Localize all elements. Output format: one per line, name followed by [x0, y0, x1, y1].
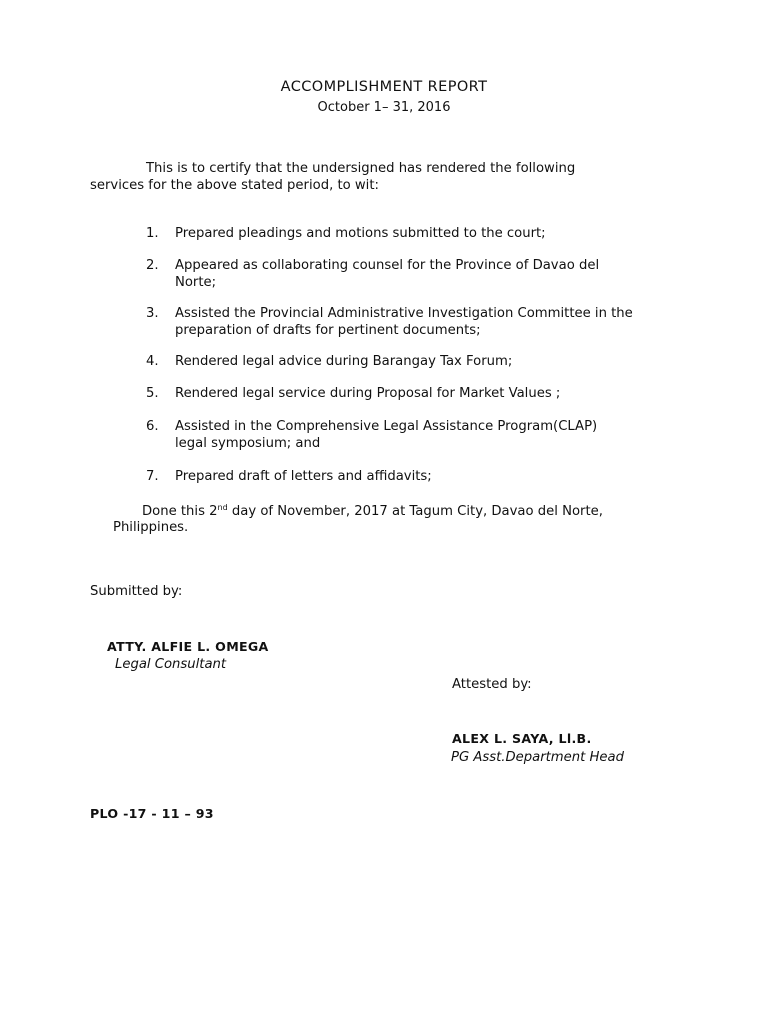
done-suffix: day of November, 2017 at Tagum City, Davao del Norte,	[227, 504, 603, 519]
reference-number: PLO -17 - 11 – 93	[90, 806, 214, 821]
list-item-number: 4.	[146, 354, 159, 369]
list-item-number: 5.	[146, 386, 159, 401]
list-item-text: Rendered legal advice during Barangay Tax Forum;	[175, 354, 513, 369]
done-statement-line-2: Philippines.	[113, 520, 189, 535]
list-item-number: 1.	[146, 226, 159, 241]
list-item-text: Assisted the Provincial Administrative Investigation Committee in the preparation of drafts for pertinent documents;	[175, 306, 633, 338]
done-superscript: nd	[217, 503, 228, 512]
report-period: October 1– 31, 2016	[317, 100, 451, 115]
attested-by-label: Attested by:	[452, 677, 532, 692]
submitter-name: ATTY. ALFIE L. OMEGA	[107, 639, 269, 654]
list-item-number: 3.	[146, 306, 159, 321]
certification-line-1: This is to certify that the undersigned has rendered the following	[146, 161, 576, 176]
list-item-text: Prepared pleadings and motions submitted to the court;	[175, 226, 546, 241]
certification-line-2: services for the above stated period, to wit:	[90, 178, 379, 193]
list-item-number: 7.	[146, 469, 159, 484]
list-item-text: Rendered legal service during Proposal for Market Values ;	[175, 386, 561, 401]
list-item-text: Prepared draft of letters and affidavits;	[175, 469, 432, 484]
done-prefix: Done this 2	[142, 504, 218, 519]
done-statement-line-1	[142, 503, 603, 519]
list-item-number: 6.	[146, 419, 159, 434]
list-item-number: 2.	[146, 258, 159, 273]
submitted-by-label: Submitted by:	[90, 584, 183, 599]
list-item-text: Appeared as collaborating counsel for the Province of Davao del Norte;	[175, 258, 600, 290]
attester-position: PG Asst.Department Head	[451, 750, 624, 765]
attester-name: ALEX L. SAYA, Ll.B.	[452, 731, 592, 746]
submitter-position: Legal Consultant	[115, 657, 227, 672]
report-title: ACCOMPLISHMENT REPORT	[280, 79, 488, 95]
list-item-text: Assisted in the Comprehensive Legal Assistance Program(CLAP) legal symposium; and	[175, 419, 598, 451]
